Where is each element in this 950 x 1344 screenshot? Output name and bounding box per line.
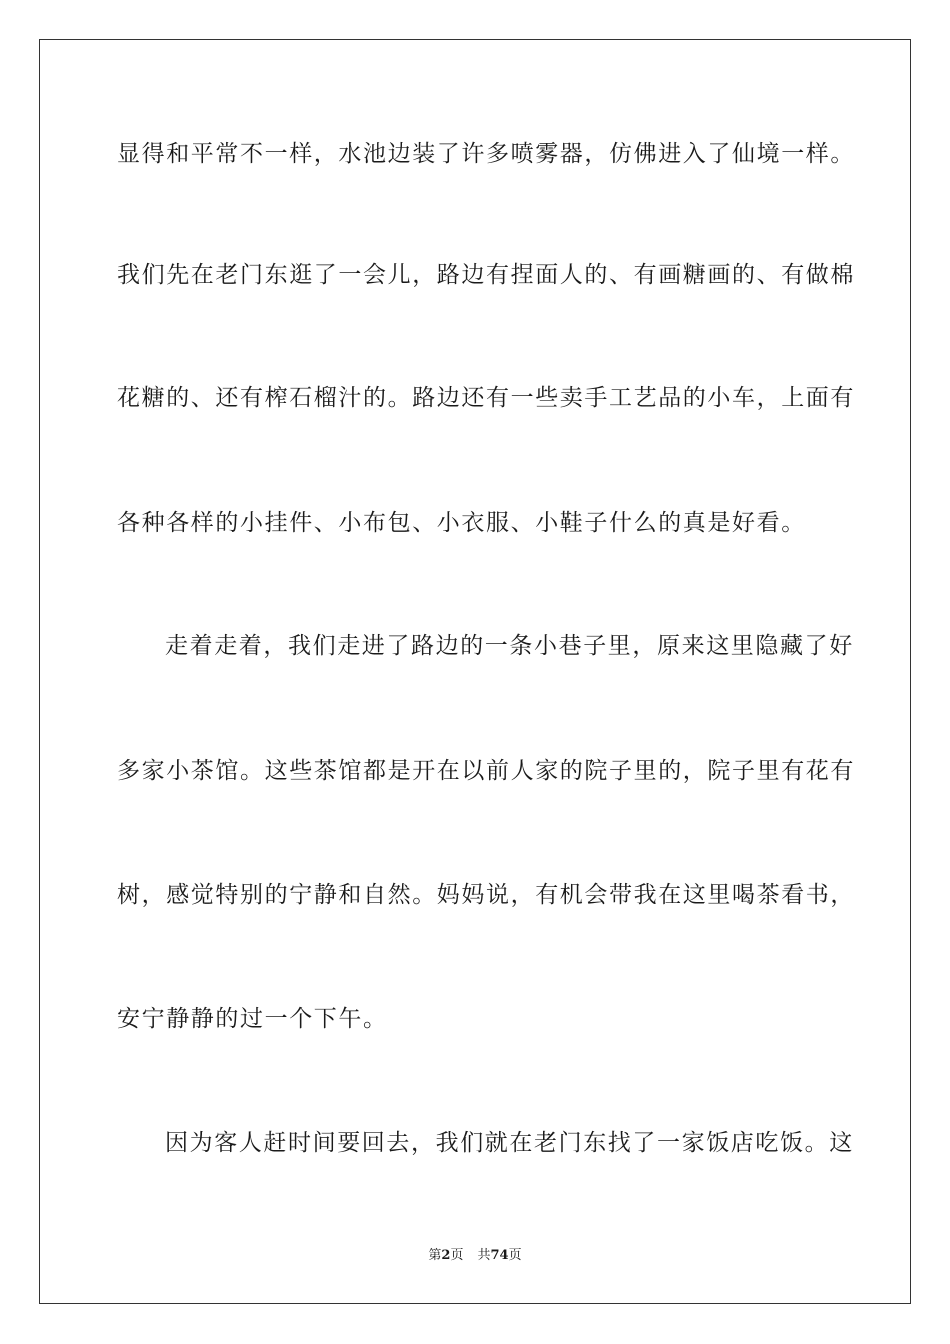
total-prefix: 共 (477, 1248, 491, 1263)
page-suffix: 页 (450, 1248, 464, 1263)
paragraph-start-line-9: 因为客人赶时间要回去，我们就在老门东找了一家饭店吃饭。这 (165, 1130, 854, 1156)
text-line-8: 安宁静静的过一个下午。 (117, 1006, 388, 1032)
page-border (39, 39, 911, 1304)
text-line-3: 花糖的、还有榨石榴汁的。路边还有一些卖手工艺品的小车，上面有 (117, 385, 855, 411)
text-line-1: 显得和平常不一样，水池边装了许多喷雾器，仿佛进入了仙境一样。 (117, 141, 855, 167)
text-line-2: 我们先在老门东逛了一会儿，路边有捏面人的、有画糖画的、有做棉 (117, 262, 855, 288)
total-suffix: 页 (508, 1248, 522, 1263)
text-line-6: 多家小茶馆。这些茶馆都是开在以前人家的院子里的，院子里有花有 (117, 758, 855, 784)
total-pages: 74 (490, 1248, 509, 1263)
paragraph-start-line-5: 走着走着，我们走进了路边的一条小巷子里，原来这里隐藏了好 (165, 633, 854, 659)
text-line-4: 各种各样的小挂件、小布包、小衣服、小鞋子什么的真是好看。 (117, 510, 806, 536)
text-line-7: 树，感觉特别的宁静和自然。妈妈说，有机会带我在这里喝茶看书， (117, 882, 855, 908)
page-number: 2 (441, 1248, 451, 1263)
page-footer (0, 1247, 950, 1265)
page-prefix: 第 (428, 1248, 442, 1263)
